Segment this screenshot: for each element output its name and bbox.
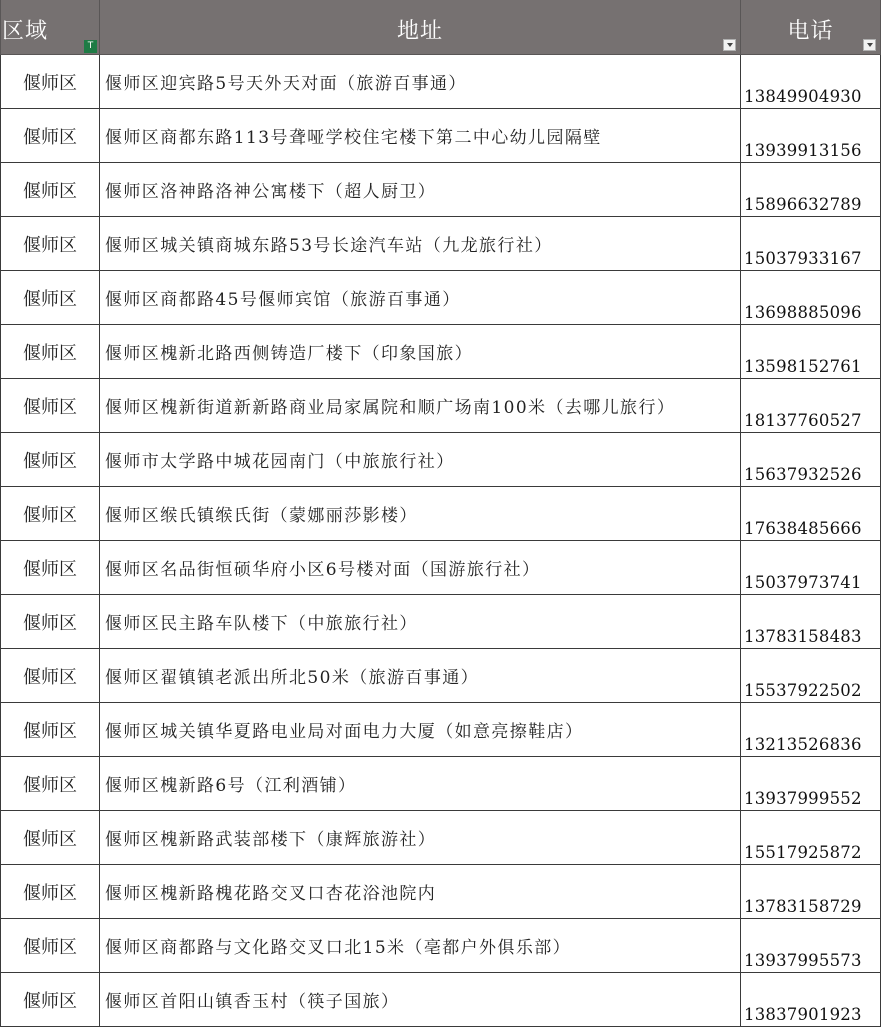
table-row (0, 55, 881, 109)
table-row (0, 919, 881, 973)
filter-dropdown-icon[interactable] (863, 39, 876, 51)
district-text: 偃师区 (23, 181, 77, 202)
phone-cell[interactable] (741, 865, 881, 919)
phone-text: 13698885096 (744, 303, 862, 322)
address-text: 偃师区槐新街道新新路商业局家属院和顺广场南100米（去哪儿旅行） (105, 398, 676, 418)
address-cell[interactable] (100, 109, 741, 163)
address-cell[interactable] (100, 271, 741, 325)
header-cell-phone[interactable] (741, 0, 881, 55)
phone-text: 15896632789 (744, 195, 862, 214)
address-text: 偃师区翟镇镇老派出所北50米（旅游百事通） (105, 668, 480, 688)
address-text: 偃师区首阳山镇香玉村（筷子国旅） (105, 992, 400, 1012)
header-cell-district[interactable] (0, 0, 100, 55)
phone-text: 13783158729 (744, 897, 862, 916)
phone-cell[interactable] (741, 163, 881, 217)
address-cell[interactable] (100, 865, 741, 919)
address-text: 偃师区城关镇华夏路电业局对面电力大厦（如意亮擦鞋店） (105, 722, 584, 742)
phone-text: 15637932526 (744, 465, 862, 484)
table-row (0, 163, 881, 217)
district-text: 偃师区 (23, 73, 77, 94)
table-row (0, 325, 881, 379)
address-cell[interactable] (100, 595, 741, 649)
table-row (0, 757, 881, 811)
phone-cell[interactable] (741, 433, 881, 487)
phone-text: 18137760527 (744, 411, 862, 430)
phone-text: 13598152761 (744, 357, 862, 376)
district-cell[interactable] (0, 55, 100, 109)
table-row (0, 109, 881, 163)
phone-text: 15037973741 (744, 573, 862, 592)
district-cell[interactable] (0, 217, 100, 271)
address-text: 偃师区商都路45号偃师宾馆（旅游百事通） (105, 290, 461, 310)
phone-text: 13837901923 (744, 1005, 862, 1024)
table-row (0, 379, 881, 433)
address-cell[interactable] (100, 649, 741, 703)
address-cell[interactable] (100, 919, 741, 973)
phone-text: 15037933167 (744, 249, 862, 268)
address-text: 偃师区缑氏镇缑氏街（蒙娜丽莎影楼） (105, 506, 418, 526)
table-row (0, 865, 881, 919)
table-row (0, 811, 881, 865)
phone-text: 13849904930 (744, 87, 862, 106)
district-cell[interactable] (0, 811, 100, 865)
phone-text: 17638485666 (744, 519, 862, 538)
district-cell[interactable] (0, 487, 100, 541)
phone-cell[interactable] (741, 811, 881, 865)
phone-text: 13937995573 (744, 951, 862, 970)
phone-text: 13213526836 (744, 735, 862, 754)
phone-cell[interactable] (741, 649, 881, 703)
address-text: 偃师区民主路车队楼下（中旅旅行社） (105, 614, 418, 634)
table-row (0, 973, 881, 1027)
district-text: 偃师区 (23, 559, 77, 580)
address-cell[interactable] (100, 379, 741, 433)
district-cell[interactable] (0, 865, 100, 919)
address-text: 偃师区洛神路洛神公寓楼下（超人厨卫） (105, 182, 437, 202)
phone-cell[interactable] (741, 973, 881, 1027)
table-row (0, 487, 881, 541)
address-cell[interactable] (100, 163, 741, 217)
district-text: 偃师区 (23, 235, 77, 256)
address-cell[interactable] (100, 217, 741, 271)
phone-text: 15537922502 (744, 681, 862, 700)
table-row (0, 433, 881, 487)
address-text: 偃师区名品街恒硕华府小区6号楼对面（国游旅行社） (105, 560, 541, 580)
table-row (0, 271, 881, 325)
table-row (0, 703, 881, 757)
address-text: 偃师区槐新路6号（江利酒铺） (105, 776, 357, 796)
district-cell[interactable] (0, 919, 100, 973)
phone-cell[interactable] (741, 757, 881, 811)
address-text: 偃师区城关镇商城东路53号长途汽车站（九龙旅行社） (105, 236, 553, 256)
phone-text: 13783158483 (744, 627, 862, 646)
phone-cell[interactable] (741, 109, 881, 163)
district-cell[interactable] (0, 649, 100, 703)
phone-cell[interactable] (741, 379, 881, 433)
district-text: 偃师区 (23, 775, 77, 796)
address-text: 偃师区商都东路113号聋哑学校住宅楼下第二中心幼儿园隔壁 (105, 128, 602, 148)
phone-cell[interactable] (741, 595, 881, 649)
address-cell[interactable] (100, 541, 741, 595)
address-text: 偃师区槐新路槐花路交叉口杏花浴池院内 (105, 884, 437, 904)
table-row (0, 595, 881, 649)
district-text: 偃师区 (23, 829, 77, 850)
phone-text: 13939913156 (744, 141, 862, 160)
address-text: 偃师区槐新路武装部楼下（康辉旅游社） (105, 830, 437, 850)
district-text: 偃师区 (23, 991, 77, 1012)
district-text: 偃师区 (23, 613, 77, 634)
table-row (0, 649, 881, 703)
address-cell[interactable] (100, 703, 741, 757)
district-cell[interactable] (0, 595, 100, 649)
district-cell[interactable] (0, 973, 100, 1027)
district-cell[interactable] (0, 109, 100, 163)
filter-dropdown-icon[interactable] (723, 39, 736, 51)
phone-cell[interactable] (741, 271, 881, 325)
district-text: 偃师区 (23, 883, 77, 904)
header-phone-label: 电话 (787, 19, 834, 44)
address-cell[interactable] (100, 973, 741, 1027)
address-cell[interactable] (100, 487, 741, 541)
district-cell[interactable] (0, 541, 100, 595)
address-text: 偃师区迎宾路5号天外天对面（旅游百事通） (105, 74, 467, 94)
district-cell[interactable] (0, 271, 100, 325)
district-text: 偃师区 (23, 505, 77, 526)
header-address-label: 地址 (396, 19, 443, 44)
district-text: 偃师区 (23, 343, 77, 364)
phone-cell[interactable] (741, 55, 881, 109)
district-text: 偃师区 (23, 451, 77, 472)
table-row (0, 541, 881, 595)
header-cell-address[interactable] (100, 0, 741, 55)
district-text: 偃师区 (23, 127, 77, 148)
phone-cell[interactable] (741, 217, 881, 271)
address-cell[interactable] (100, 433, 741, 487)
district-cell[interactable] (0, 757, 100, 811)
district-text: 偃师区 (23, 397, 77, 418)
district-cell[interactable] (0, 163, 100, 217)
header-district-label: 区域 (1, 19, 48, 44)
phone-cell[interactable] (741, 919, 881, 973)
district-cell[interactable] (0, 703, 100, 757)
address-cell[interactable] (100, 811, 741, 865)
district-text: 偃师区 (23, 937, 77, 958)
address-cell[interactable] (100, 325, 741, 379)
district-cell[interactable] (0, 433, 100, 487)
phone-cell[interactable] (741, 487, 881, 541)
phone-cell[interactable] (741, 703, 881, 757)
address-text: 偃师市太学路中城花园南门（中旅旅行社） (105, 452, 455, 472)
phone-text: 13937999552 (744, 789, 862, 808)
table-row (0, 217, 881, 271)
address-text: 偃师区槐新北路西侧铸造厂楼下（印象国旅） (105, 344, 473, 364)
district-cell[interactable] (0, 379, 100, 433)
address-text: 偃师区商都路与文化路交叉口北15米（亳都户外俱乐部） (105, 938, 572, 958)
district-text: 偃师区 (23, 667, 77, 688)
district-text: 偃师区 (23, 721, 77, 742)
phone-cell[interactable] (741, 325, 881, 379)
phone-cell[interactable] (741, 541, 881, 595)
district-text: 偃师区 (23, 289, 77, 310)
address-cell[interactable] (100, 757, 741, 811)
filter-active-icon[interactable]: T (84, 40, 97, 53)
address-cell[interactable] (100, 55, 741, 109)
header-row (0, 0, 881, 55)
phone-text: 15517925872 (744, 843, 862, 862)
district-cell[interactable] (0, 325, 100, 379)
